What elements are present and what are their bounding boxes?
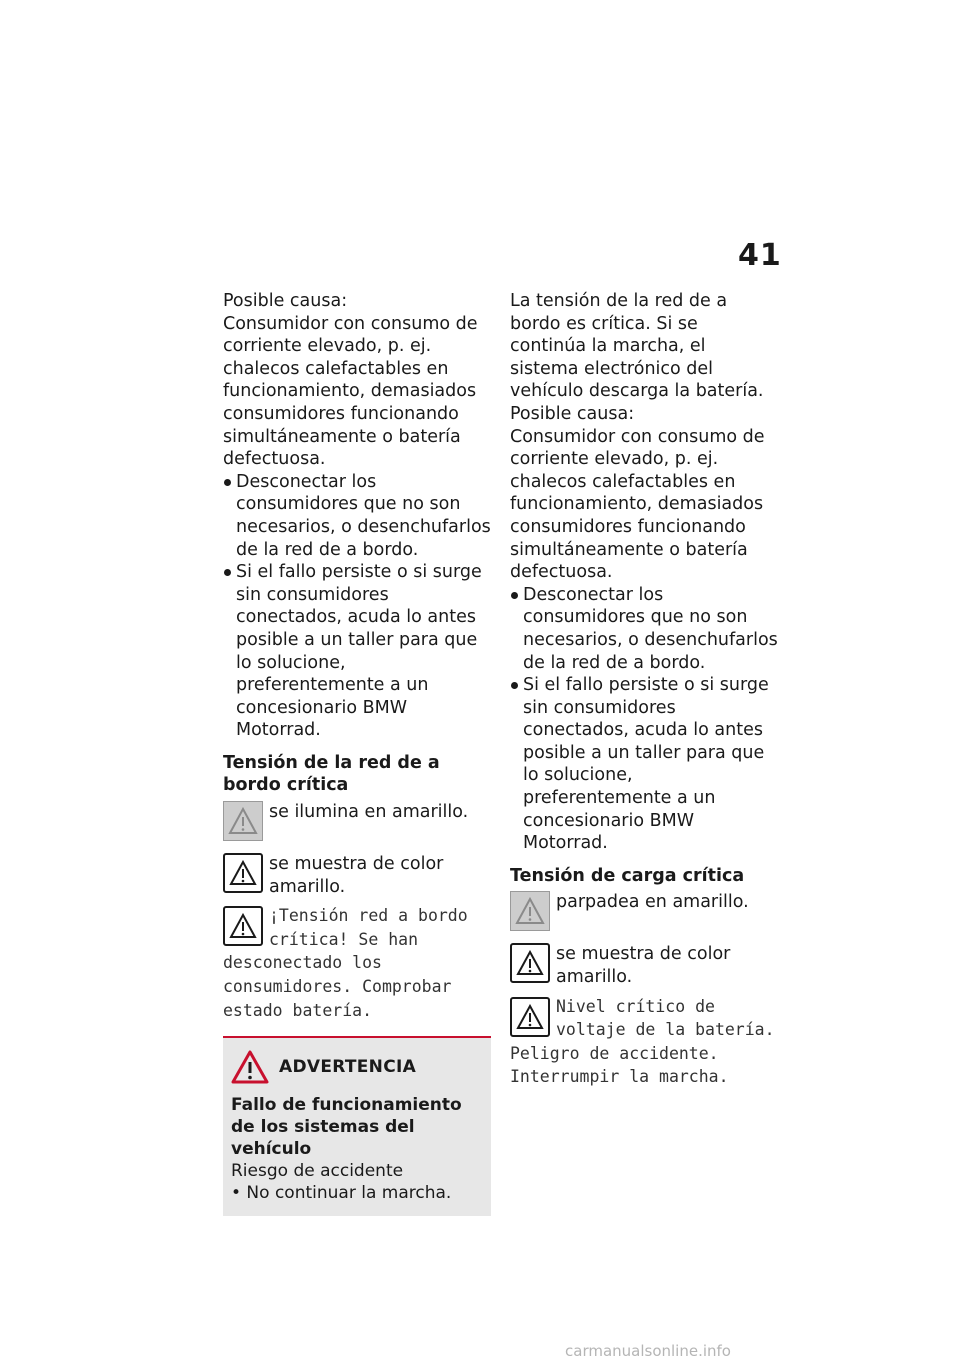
section-heading: Tensión de carga crítica <box>510 865 745 886</box>
section-heading: Tensión de la red de a bordo crítica <box>223 752 440 796</box>
intro-text: La tensión de la red de a bordo es crítica. Si se continúa la marcha, el sistema electrónico del vehículo descarga la batería. <box>510 291 764 402</box>
warning-header <box>231 1050 483 1084</box>
left-column <box>223 290 491 1216</box>
symbol-row <box>223 801 491 841</box>
warning-bold-text: Fallo de funcionamiento de los sistemas del vehículo <box>231 1095 462 1160</box>
warning-triangle-outline-icon <box>510 943 550 983</box>
symbol-row <box>223 853 491 898</box>
warning-triangle-outline-icon <box>223 906 263 946</box>
symbol-description: se muestra de color amarillo. <box>556 944 731 988</box>
symbol-row <box>510 943 778 988</box>
warning-action: • No continuar la marcha. <box>231 1183 452 1204</box>
warning-title: ADVERTENCIA <box>279 1057 417 1078</box>
bullet-item: Si el fallo persiste o si surge sin consumidores conectados, acuda lo antes posible a un taller para que lo solucione, preferentemente a un concesionario BMW Motorrad. <box>223 561 491 742</box>
watermark: carmanualsonline.info <box>565 1342 731 1360</box>
symbol-description: se ilumina en amarillo. <box>269 802 469 823</box>
symbol-description: parpadea en amarillo. <box>556 892 749 913</box>
warning-risk: Riesgo de accidente <box>231 1161 404 1182</box>
right-column <box>510 290 778 1089</box>
display-message <box>510 995 778 1089</box>
warning-triangle-outline-icon <box>510 997 550 1037</box>
symbol-description: se muestra de color amarillo. <box>269 854 444 897</box>
cause-label: Posible causa: <box>510 403 635 424</box>
display-message <box>223 904 491 1022</box>
page-number: 41 <box>738 238 782 273</box>
warning-triangle-filled-icon <box>510 891 550 931</box>
bullet-item: Si el fallo persiste o si surge sin consumidores conectados, acuda lo antes posible a un taller para que lo solucione, preferentemente a un concesionario BMW Motorrad. <box>510 674 778 855</box>
display-text: ¡Tensión red a bordo crítica! Se han desconectado los consumidores. Comprobar estado batería. <box>223 906 468 1020</box>
cause-label: Posible causa: <box>223 291 348 311</box>
warning-box <box>223 1036 491 1216</box>
bullet-item: Desconectar los consumidores que no son necesarios, o desenchufarlos de la red de a bordo. <box>510 584 778 674</box>
display-text: Nivel crítico de voltaje de la batería. Peligro de accidente. Interrumpir la marcha. <box>510 996 775 1087</box>
warning-triangle-filled-icon <box>223 801 263 841</box>
warning-triangle-outline-icon <box>223 853 263 893</box>
bullet-item: Desconectar los consumidores que no son necesarios, o desenchufarlos de la red de a bordo. <box>223 471 491 561</box>
cause-text: Consumidor con consumo de corriente elevado, p. ej. chalecos calefactables en funcionamiento, demasiados consumidores funcionando simultáneamente o batería defectuosa. <box>223 313 478 470</box>
warning-triangle-red-icon <box>231 1050 269 1084</box>
cause-text: Consumidor con consumo de corriente elevado, p. ej. chalecos calefactables en funcionamiento, demasiados consumidores funcionando simultáneamente o batería defectuosa. <box>510 426 765 583</box>
symbol-row <box>510 891 778 931</box>
